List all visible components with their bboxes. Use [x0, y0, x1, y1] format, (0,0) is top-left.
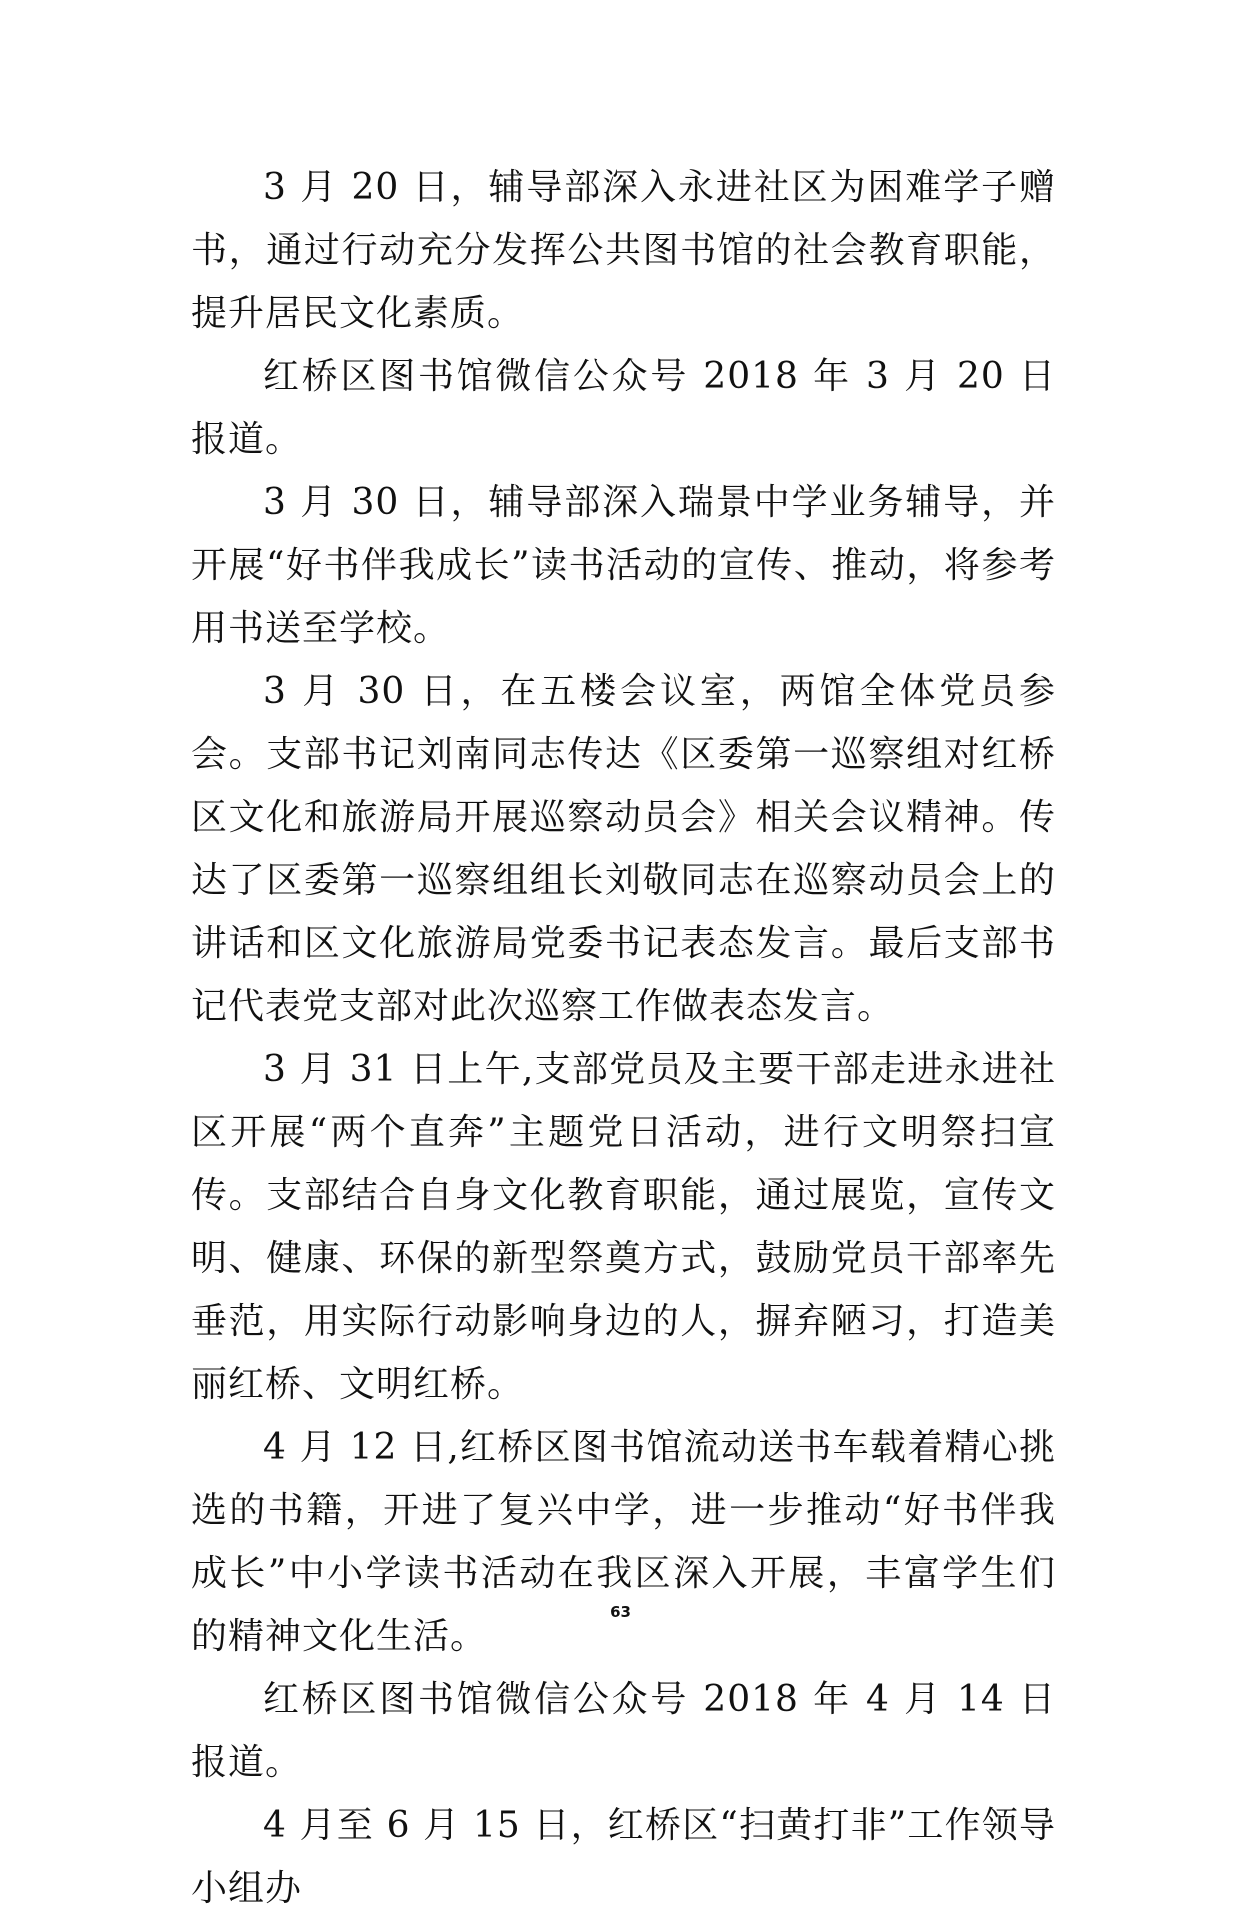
paragraph-2: 红桥区图书馆微信公众号 2018 年 3 月 20 日报道。 — [191, 356, 1056, 460]
paragraph-7: 红桥区图书馆微信公众号 2018 年 4 月 14 日报道。 — [191, 1679, 1056, 1783]
body-text — [191, 156, 1056, 1920]
paragraph-8: 4 月至 6 月 15 日，红桥区“扫黄打非”工作领导小组办 — [191, 1805, 1056, 1909]
paragraph-3: 3 月 30 日，辅导部深入瑞景中学业务辅导，并开展“好书伴我成长”读书活动的宣传、推动，将参考用书送至学校。 — [191, 482, 1056, 649]
page-number: 63 — [610, 1603, 631, 1621]
paragraph-6: 4 月 12 日,红桥区图书馆流动送书车载着精心挑选的书籍，开进了复兴中学，进一步推动“好书伴我成长”中小学读书活动在我区深入开展，丰富学生们的精神文化生活。 — [191, 1427, 1056, 1657]
paragraph-4: 3 月 30 日，在五楼会议室，两馆全体党员参会。支部书记刘南同志传达《区委第一巡察组对红桥区文化和旅游局开展巡察动员会》相关会议精神。传达了区委第一巡察组组长刘敬同志在巡察动员会上的讲话和区文化旅游局党委书记表态发言。最后支部书记代表党支部对此次巡察工作做表态发言。 — [191, 671, 1056, 1027]
paragraph-5: 3 月 31 日上午,支部党员及主要干部走进永进社区开展“两个直奔”主题党日活动，进行文明祭扫宣传。支部结合自身文化教育职能，通过展览，宣传文明、健康、环保的新型祭奠方式，鼓励党员干部率先垂范，用实际行动影响身边的人，摒弃陋习，打造美丽红桥、文明红桥。 — [191, 1049, 1056, 1405]
paragraph-1: 3 月 20 日，辅导部深入永进社区为困难学子赠书，通过行动充分发挥公共图书馆的社会教育职能，提升居民文化素质。 — [191, 167, 1056, 334]
